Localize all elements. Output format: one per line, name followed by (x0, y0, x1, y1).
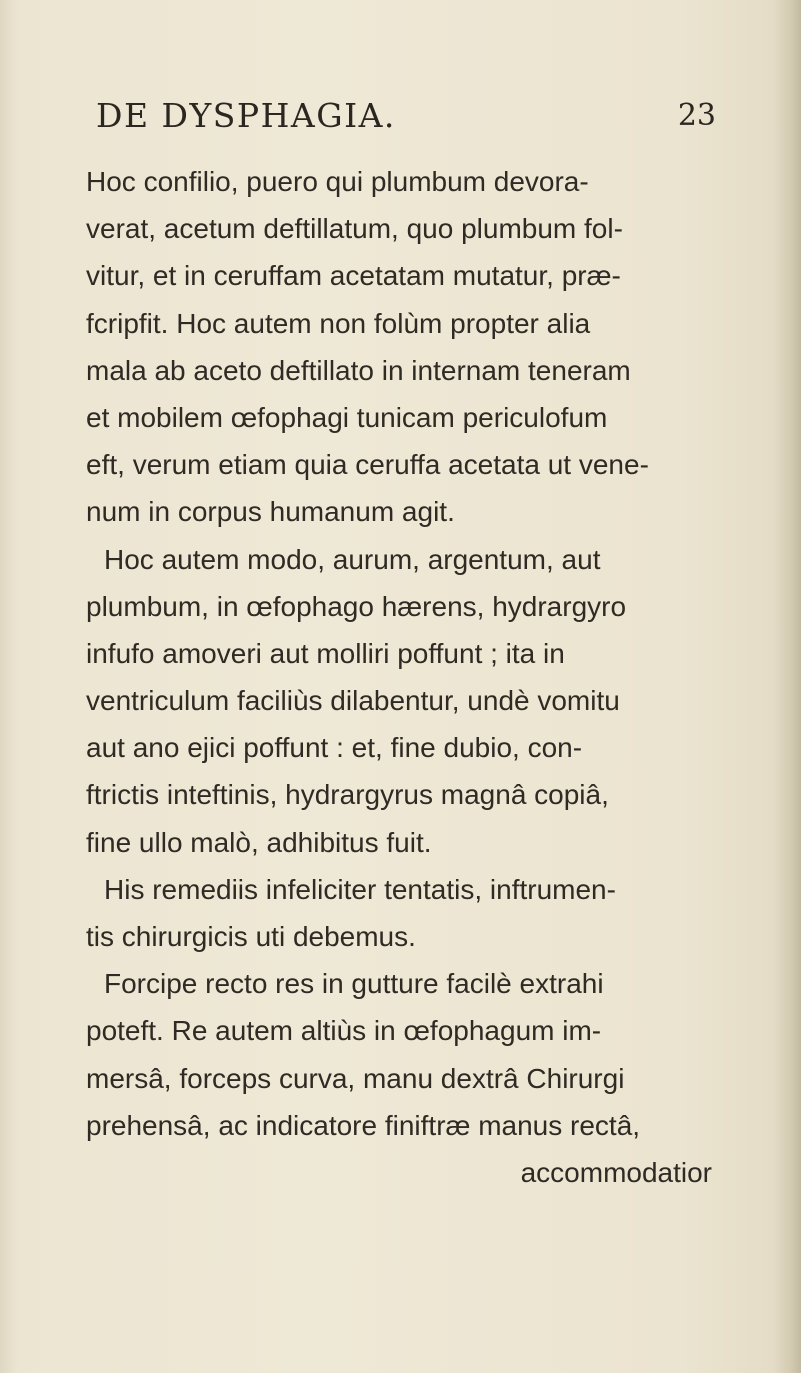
text-line: ftrictis inteftinis, hydrargyrus magnâ copiâ, (86, 779, 609, 811)
text-line: infufo amoveri aut molliri poffunt ; ita in (86, 637, 565, 669)
text-line: poteft. Re autem altiùs in œfophagum im- (86, 1015, 602, 1047)
text-line: Hoc autem modo, aurum, argentum, aut (104, 543, 601, 575)
page-number: 23 (677, 98, 716, 133)
text-line: et mobilem œfophagi tunicam periculofum (86, 401, 608, 433)
page-edge-shadow (773, 0, 801, 1373)
text-line: eft, verum etiam quia ceruffa acetata ut vene- (86, 449, 649, 481)
text-line: Hoc confilio, puero qui plumbum devora- (86, 166, 589, 197)
text-line: plumbum, in œfophago hærens, hydrargyro (86, 590, 627, 622)
page-gutter-shadow (0, 0, 18, 1373)
page-header (96, 96, 716, 146)
text-line: aut ano ejici poffunt : et, fine dubio, con- (86, 732, 583, 764)
body-text (86, 158, 726, 1196)
running-head: DE DYSPHAGIA. (96, 96, 396, 135)
catchword: accommodatior (520, 1156, 712, 1188)
text-line: tis chirurgicis uti debemus. (86, 921, 416, 952)
text-line: vitur, et in ceruffam acetatam mutatur, præ- (86, 260, 621, 292)
text-line: fcripfit. Hoc autem non folùm propter alia (86, 307, 591, 339)
text-line: verat, acetum deftillatum, quo plumbum fol- (86, 213, 623, 245)
text-line: prehensâ, ac indicatore finiftræ manus rectâ, (86, 1109, 641, 1141)
text-line: num in corpus humanum agit. (86, 496, 455, 528)
text-line: mala ab aceto deftillato in internam teneram (86, 354, 631, 386)
text-line: Forcipe recto res in gutture facilè extrahi (104, 968, 604, 1000)
text-line: mersâ, forceps curva, manu dextrâ Chirurgi (86, 1062, 625, 1094)
text-line: His remediis infeliciter tentatis, inftrumen- (104, 873, 616, 905)
text-line: fine ullo malò, adhibitus fuit. (86, 826, 432, 858)
text-line: ventriculum faciliùs dilabentur, undè vomitu (86, 685, 620, 717)
